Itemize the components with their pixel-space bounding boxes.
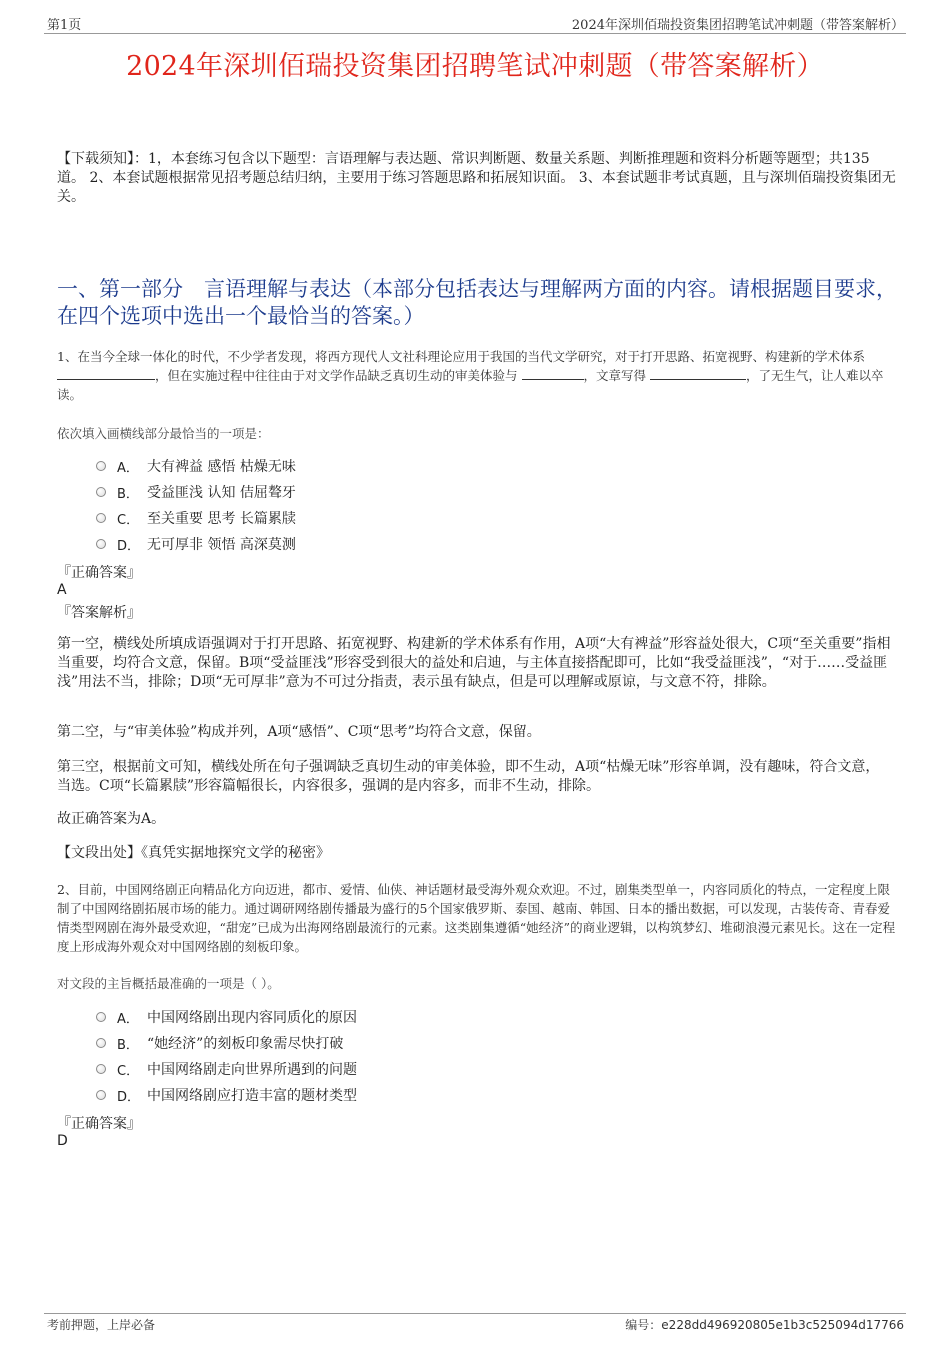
question-2-text: 2、目前，中国网络剧正向精品化方向迈进，都市、爱情、仙侠、神话题材最受海外观众欢迎。不过，剧集类型单一，内容同质化的特点，一定程度上限制了中国网络剧拓展市场的能力。通过调研网络剧传播最为盛行的5个国家俄罗斯、泰国、越南、韩国、日本的播出数据，可以发现，古装传奇、青春爱情类型网剧在海外最受欢迎，“甜宠”已成为出海网络剧最流行的元素。这类剧集遵循“她经济”的商业逻辑，以构筑梦幻、堆砌浪漫元素见长。这在一定程度上形成海外观众对中国网络剧的刻板印象。	[57, 882, 896, 954]
page-title: 2024年深圳佰瑞投资集团招聘笔试冲刺题（带答案解析）	[126, 51, 824, 82]
footer-divider	[44, 1313, 906, 1314]
analysis-paragraph: 故正确答案为A。	[57, 811, 166, 827]
footer-code: 编号：e228dd496920805e1b3c525094d17766	[625, 1318, 904, 1332]
header-doc-title: 2024年深圳佰瑞投资集团招聘笔试冲刺题（带答案解析）	[571, 18, 904, 33]
footer-slogan: 考前押题，上岸必备	[47, 1318, 156, 1332]
question-2-option-c[interactable]: C． 中国网络剧走向世界所遇到的问题	[96, 1059, 357, 1079]
answer-label: 『正确答案』	[57, 565, 141, 581]
question-2-option-d[interactable]: D． 中国网络剧应打造丰富的题材类型	[96, 1085, 357, 1105]
section-title: 一、第一部分 言语理解与表达（本部分包括表达与理解两方面的内容。请根据题目要求，在四个选项中选出一个最恰当的答案。）	[57, 277, 897, 328]
blank-3	[650, 367, 746, 380]
question-1-text: 1、在当今全球一体化的时代，不少学者发现，将西方现代人文社科理论应用于我国的当代文学研究，对于打开思路、拓宽视野、构建新的学术体系 ，但在实施过程中往往由于对文学作品缺乏真切生动的审美体验与 ，文章写得 ，了无生气，让人难以卒读。	[57, 349, 884, 402]
radio-icon[interactable]	[96, 461, 106, 471]
blank-1	[57, 367, 155, 380]
answer-value: A	[57, 582, 67, 598]
radio-icon[interactable]	[96, 1090, 106, 1100]
analysis-label: 『答案解析』	[57, 605, 141, 621]
radio-icon[interactable]	[96, 487, 106, 497]
download-notice: 【下载须知】：1，本套练习包含以下题型：言语理解与表达题、常识判断题、数量关系题、判断推理题和资料分析题等题型；共135道。 2、本套试题根据常见招考题总结归纳，主要用于练习答题思路和拓展知识面。 3、本套试题非考试真题，且与深圳佰瑞投资集团无关。	[57, 151, 896, 205]
question-1-instruction: 依次填入画横线部分最恰当的一项是：	[57, 426, 270, 441]
blank-2	[522, 367, 584, 380]
analysis-paragraph: 第二空，与“审美体验”构成并列，A项“感悟”、C项“思考”均符合文意，保留。	[57, 724, 541, 740]
answer-label: 『正确答案』	[57, 1116, 141, 1132]
question-2-option-b[interactable]: B． “她经济”的刻板印象需尽快打破	[96, 1033, 343, 1053]
answer-value: D	[57, 1133, 68, 1149]
radio-icon[interactable]	[96, 1038, 106, 1048]
radio-icon[interactable]	[96, 1012, 106, 1022]
analysis-paragraph: 第三空，根据前文可知，横线处所在句子强调缺乏真切生动的审美体验，即不生动，A项“枯燥无味”形容单调，没有趣味，符合文意，当选。C项“长篇累牍”形容篇幅很长，内容很多，强调的是内容多，而非不生动，排除。	[57, 759, 880, 794]
source-note: 【文段出处】《真凭实据地探究文学的秘密》	[57, 845, 330, 861]
question-1-option-d[interactable]: D． 无可厚非 领悟 高深莫测	[96, 534, 296, 554]
question-2-instruction: 对文段的主旨概括最准确的一项是（ ）。	[57, 976, 280, 991]
radio-icon[interactable]	[96, 539, 106, 549]
page-number: 第1页	[47, 18, 82, 33]
radio-icon[interactable]	[96, 1064, 106, 1074]
question-1-option-a[interactable]: A． 大有裨益 感悟 枯燥无味	[96, 456, 296, 476]
question-2-option-a[interactable]: A． 中国网络剧出现内容同质化的原因	[96, 1007, 357, 1027]
header-divider	[44, 33, 906, 34]
analysis-paragraph: 第一空，横线处所填成语强调对于打开思路、拓宽视野、构建新的学术体系有作用，A项“大有裨益”形容益处很大，C项“至关重要”指相当重要，均符合文意，保留。B项“受益匪浅”形容受到很大的益处和启迪，与主体直接搭配即可，比如“我受益匪浅”，“对于……受益匪浅”用法不当，排除；D项“无可厚非”意为不可过分指责，表示虽有缺点，但是可以理解或原谅，与文意不符，排除。	[57, 636, 891, 690]
radio-icon[interactable]	[96, 513, 106, 523]
question-1-option-c[interactable]: C． 至关重要 思考 长篇累牍	[96, 508, 296, 528]
question-1-option-b[interactable]: B． 受益匪浅 认知 佶屈聱牙	[96, 482, 296, 502]
